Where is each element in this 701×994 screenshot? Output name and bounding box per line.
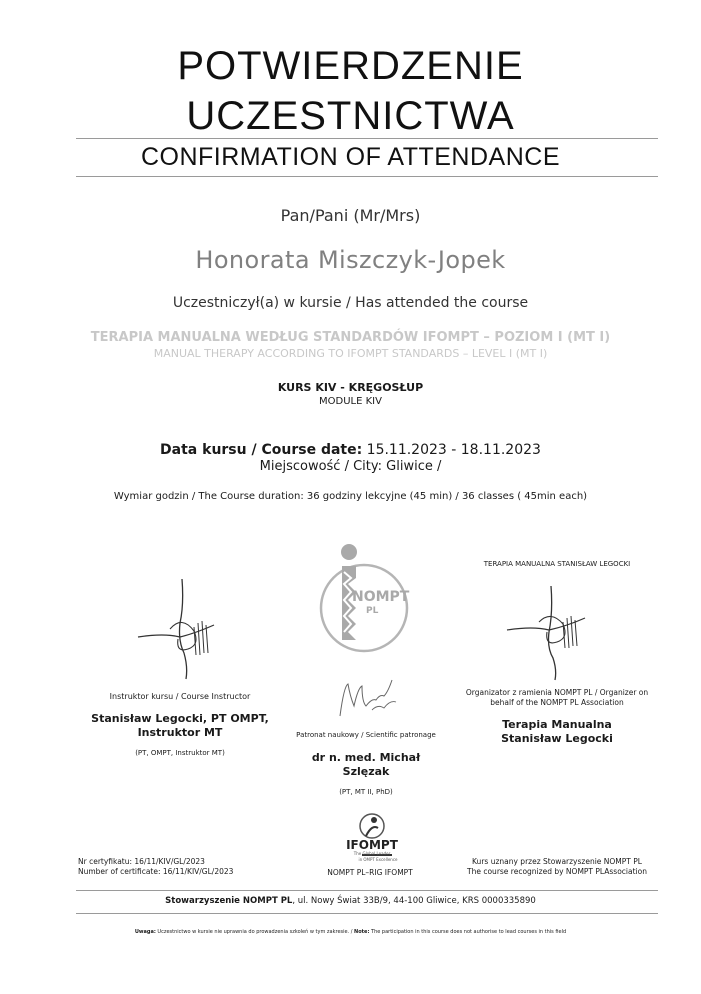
patron-signature — [332, 676, 412, 730]
organizer-signature — [505, 582, 615, 686]
title-line2: UCZESTNICTWA — [186, 94, 515, 138]
instructor-signature — [134, 575, 244, 689]
note-label-en: Note: — [354, 929, 370, 935]
note-text-en: The participation in this course does not authorise to lead courses in this field — [369, 929, 567, 935]
course-date-label: Data kursu / Course date: — [160, 442, 363, 458]
subtitle: CONFIRMATION OF ATTENDANCE — [140, 143, 561, 171]
recognition-line1: Kurs uznany przez Stowarzyszenie NOMPT PL — [472, 857, 642, 866]
patron-name-line1: dr n. med. Michał — [311, 751, 421, 764]
divider-bottom — [76, 176, 658, 177]
ifompt-caption: NOMPT PL–RIG IFOMPT — [327, 868, 413, 877]
patron-credentials: (PT, MT II, PhD) — [339, 788, 393, 796]
attended-text: Uczestniczył(a) w kursie / Has attended the course — [172, 295, 529, 311]
salutation: Pan/Pani (Mr/Mrs) — [280, 206, 421, 225]
instructor-name-line2: Instruktor MT — [137, 726, 223, 739]
footer-note — [0, 929, 701, 935]
instructor-role: Instruktor kursu / Course Instructor — [109, 692, 251, 701]
footer-divider-top — [76, 890, 658, 891]
footer-org — [0, 896, 701, 906]
ifompt-logo-text: IFOMPT — [346, 838, 398, 852]
module-en: MODULE KIV — [319, 396, 382, 407]
footer-divider-bottom — [76, 913, 658, 914]
footer-org-name: Stowarzyszenie NOMPT PL — [165, 896, 293, 906]
course-city: Miejscowość / City: Gliwice / — [259, 459, 442, 474]
organizer-name-line1: Terapia Manualna — [502, 718, 612, 731]
course-title-en: MANUAL THERAPY ACCORDING TO IFOMPT STANDARDS – LEVEL I (MT I) — [153, 347, 548, 360]
course-date-value: 15.11.2023 - 18.11.2023 — [366, 442, 541, 458]
certificate-number-pl: Nr certyfikatu: 16/11/KIV/GL/2023 — [78, 857, 205, 866]
certificate-number-en: Number of certificate: 16/11/KIV/GL/2023 — [78, 867, 234, 876]
note-label-pl: Uwaga: — [134, 929, 156, 935]
title-line1: POTWIERDZENIE — [177, 44, 524, 88]
note-text-pl: Uczestnictwo w kursie nie uprawnia do prowadzenia szkoleń w tym zakresie. / — [155, 929, 355, 935]
ifompt-tagline2: in OMPT Excellence — [358, 857, 398, 862]
organizer-role-line1: Organizator z ramienia NOMPT PL / Organizer on — [465, 688, 649, 697]
organizer-header: TERAPIA MANUALNA STANISŁAW LEGOCKI — [483, 560, 631, 568]
module-pl: KURS KIV - KRĘGOSŁUP — [277, 381, 424, 394]
organizer-name-line2: Stanisław Legocki — [501, 732, 613, 745]
divider-top — [76, 138, 658, 139]
instructor-credentials: (PT, OMPT, Instruktor MT) — [135, 749, 225, 757]
patron-role: Patronat naukowy / Scientific patronage — [296, 731, 436, 739]
organizer-role-line2: behalf of the NOMPT PL Association — [490, 698, 624, 707]
ifompt-tagline1: The Global Leader — [353, 851, 391, 856]
footer-org-address: , ul. Nowy Świat 33B/9, 44-100 Gliwice, KRS 0000335890 — [292, 896, 536, 906]
nompt-logo-text: NOMPT — [352, 589, 410, 605]
course-title-pl: TERAPIA MANUALNA WEDŁUG STANDARDÓW IFOMPT – POZIOM I (MT I) — [90, 330, 611, 345]
instructor-name-line1: Stanisław Legocki, PT OMPT, — [91, 712, 269, 725]
course-date — [0, 442, 701, 458]
course-duration: Wymiar godzin / The Course duration: 36 godziny lekcyjne (45 min) / 36 classes ( 45min each) — [113, 491, 588, 502]
recognition-line2: The course recognized by NOMPT PLAssociation — [467, 867, 647, 876]
recipient-name: Honorata Miszczyk-Jopek — [195, 246, 506, 274]
nompt-logo-sub: PL — [366, 606, 379, 616]
patron-name-line2: Szlęzak — [342, 765, 390, 778]
